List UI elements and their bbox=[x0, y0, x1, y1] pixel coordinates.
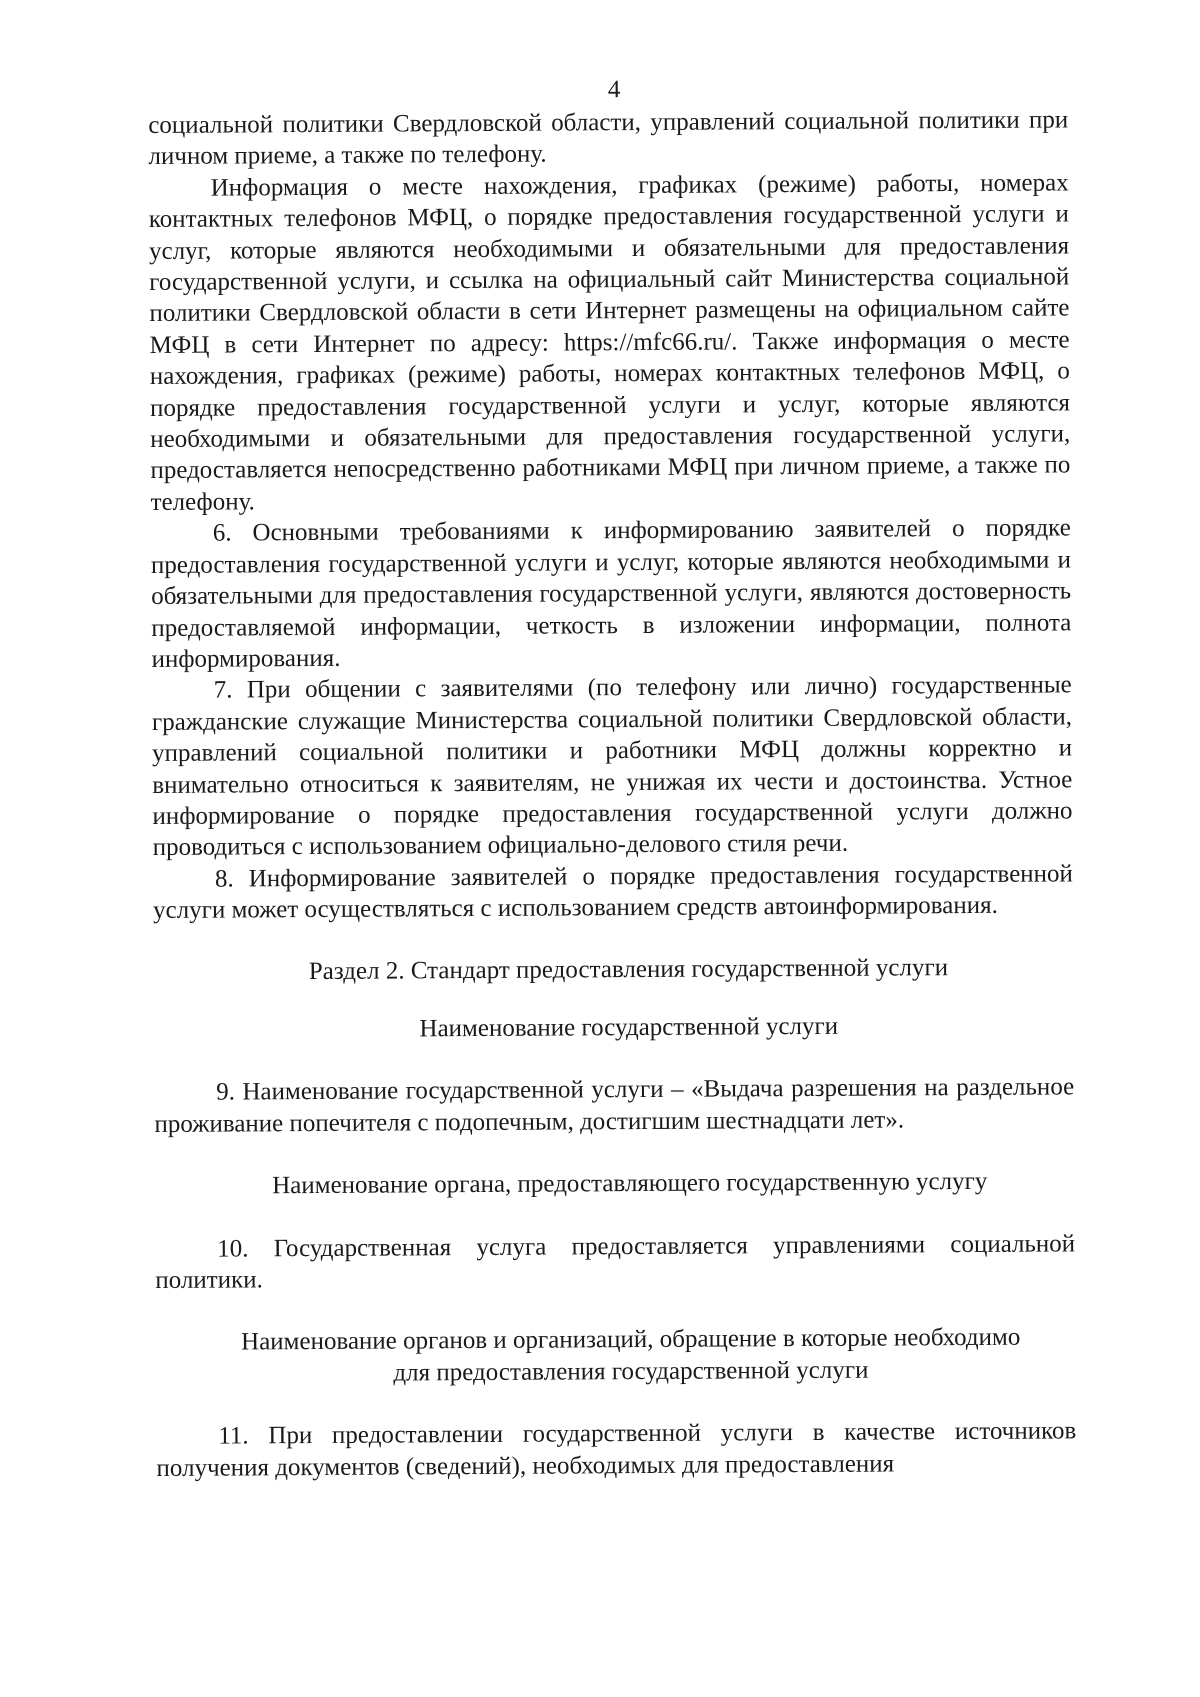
heading-service-name: Наименование государственной услуги bbox=[419, 1012, 839, 1043]
paragraph-9: 9. Наименование государственной услуги – «Выдача разрешения на раздельное проживание попечителя с подопечным, достигшим шестнадцати лет». bbox=[154, 1073, 1075, 1138]
section-2-title: Раздел 2. Стандарт предоставления государственной услуги bbox=[308, 953, 949, 985]
paragraph-7: 7. При общении с заявителями (по телефону или лично) государственные гражданские служащие Министерства социальной политики Свердловской области, управлений социальной политики и работники МФЦ должны корректно и внимательно относиться к заявителям, не унижая их чести и достоинства. Устное информирование о порядке предоставления государственной услуги должно проводиться с использованием официально-делового стиля речи. bbox=[151, 671, 1073, 862]
heading-authority: Наименование органа, предоставляющего государственную услугу bbox=[272, 1168, 988, 1200]
page-number: 4 bbox=[607, 76, 621, 104]
paragraph-continuation: социальной политики Свердловской области, управлений социальной политики при личном приеме, а также по телефону. bbox=[148, 106, 1069, 171]
paragraph-11: 11. При предоставлении государственной услуги в качестве источников получения документов (сведений), необходимых для предоставления bbox=[156, 1417, 1077, 1482]
paragraph-mfc-info: Информация о месте нахождения, графиках (режиме) работы, номерах контактных телефонов МФЦ, о порядке предоставления государственной услуги и услуг, которые являются необходимыми и обязательными для предоставления государственной услуги, и ссылка на официальный сайт Министерства социальной политики Свердловской области в сети Интернет размещены на официальном сайте МФЦ в сети Интернет по адресу: https://mfc66.ru/. Также информация о месте нахождения, графиках (режиме) работы, номерах контактных телефонов МФЦ, о порядке предоставления государственной услуги и услуг, которые являются необходимыми и обязательными для предоставления государственной услуги, предоставляется непосредственно работниками МФЦ при личном приеме, а также по телефону. bbox=[148, 169, 1071, 516]
heading-organizations-line-1: Наименование органов и организаций, обращение в которые необходимо bbox=[241, 1324, 1021, 1356]
heading-organizations-line-2: для предоставления государственной услуги bbox=[393, 1356, 869, 1387]
paragraph-10: 10. Государственная услуга предоставляется управлениями социальной политики. bbox=[155, 1229, 1076, 1294]
document-page bbox=[148, 72, 1077, 1484]
paragraph-6: 6. Основными требованиями к информированию заявителей о порядке предоставления государственной услуги и услуг, которые являются необходимыми и обязательными для предоставления государственной услуги, являются достоверность предоставляемой информации, четкость в изложении информации, полнота информирования. bbox=[150, 514, 1072, 673]
heading-organizations bbox=[156, 1322, 1076, 1390]
paragraph-8: 8. Информирование заявителей о порядке предоставления государственной услуги может осуществляться с использованием средств автоинформирования. bbox=[153, 860, 1073, 925]
